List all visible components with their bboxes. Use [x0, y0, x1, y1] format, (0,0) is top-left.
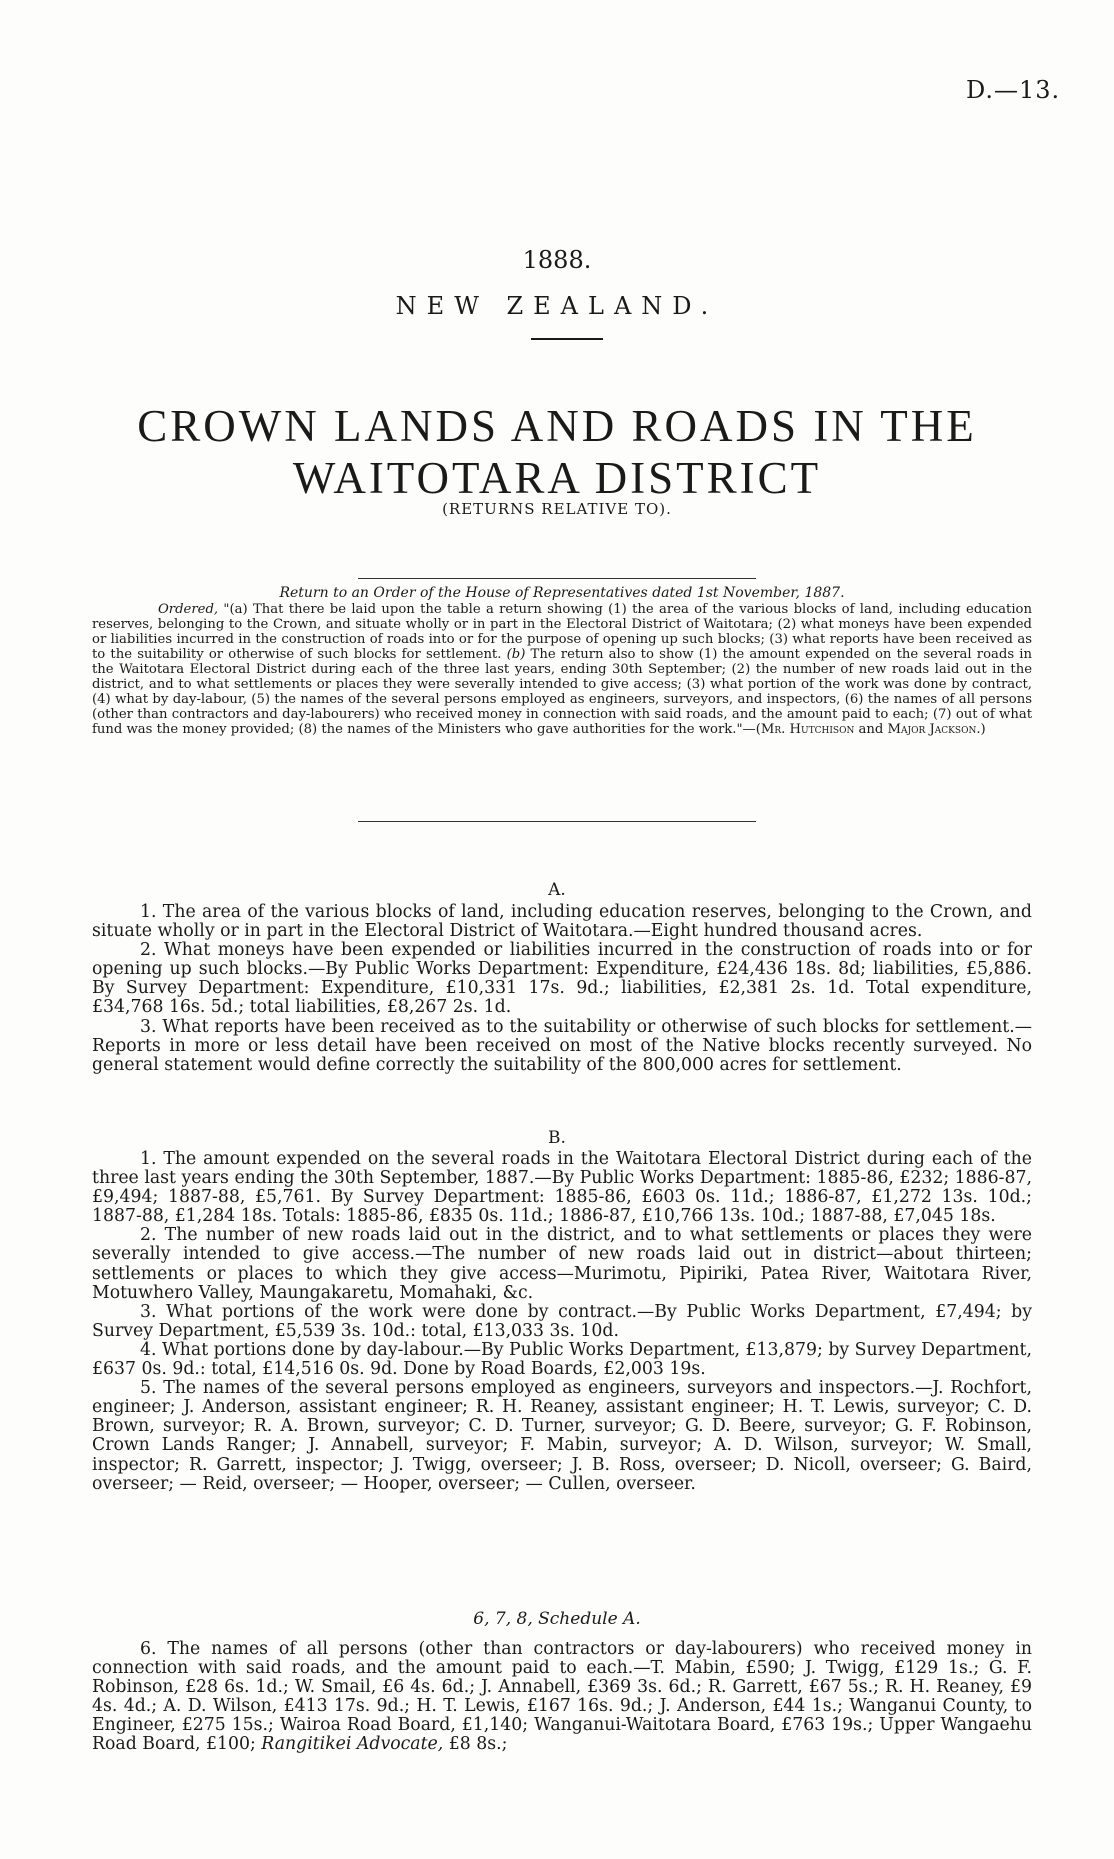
schedule-body [92, 1640, 1032, 1755]
section-a-heading: A. [548, 880, 566, 900]
schedule-heading: 6, 7, 8, Schedule A. [473, 1609, 641, 1629]
document-year: 1888. [522, 246, 592, 274]
schedule-italic-text: Rangitikei Advocate, [261, 1734, 444, 1755]
section-a-paragraph: 3. What reports have been received as to the suitability or otherwise of such blocks for settlement.—Reports in more or less detail have been received on most of the Native blocks recently surveyed. No general statement would define correctly the suitability of the 800,000 acres for settlement. [92, 1016, 1032, 1075]
schedule-text-end: £8 8s.; [443, 1734, 508, 1755]
title-line-2: WAITOTARA DISTRICT [292, 453, 822, 503]
order-block [92, 586, 1032, 737]
mover-1: Mr. Hutchison [760, 722, 855, 737]
order-heading: Return to an Order of the House of Representatives dated 1st November, 1887. [279, 585, 845, 601]
section-b-paragraph: 1. The amount expended on the several roads in the Waitotara Electoral District during each of the three last years ending the 30th September, 1887.—By Public Works Department: 1885-86, £232; 1886-87, £9,494; 1887-88, £5,761. By Survey Department: 1885-86, £603 0s. 11d.; 1886-87, £1,272 13s. 10d.; 1887-88, £1,284 18s. Totals: 1885-86, £835 0s. 11d.; 1886-87, £10,766 13s. 10d.; 1887-88, £7,045 18s. [92, 1149, 1032, 1227]
short-rule [531, 338, 603, 340]
order-closing: .) [976, 722, 986, 737]
title-line-1: CROWN LANDS AND ROADS IN THE [137, 401, 977, 451]
page-subtitle: (RETURNS RELATIVE TO). [442, 500, 672, 518]
top-divider [358, 578, 756, 579]
order-text-part1: "(a) That there be laid upon the table a return showing (1) the area of the various blocks of land, including education reserves, belonging to the Crown, and situate wholly or in part in the Electoral District of Waitotara; (2) what moneys have been expended or liabilities incurred in the construction of roads into or for the purpose of opening up such blocks; (3) what reports have been received as to the suitability or otherwise of such blocks for settlement. [92, 602, 1032, 662]
country-heading: NEW ZEALAND. [395, 292, 719, 320]
section-a-paragraph: 2. What moneys have been expended or liabilities incurred in the construction of roads into or for opening up such blocks.—By Public Works Department: Expenditure, £24,436 18s. 8d; liabilities, £5,886. By Survey Department: Expenditure, £10,331 17s. 9d.; liabilities, £2,381 2s. 1d. Total expenditure, £34,768 16s. 5d.; total liabilities, £8,267 2s. 1d. [92, 940, 1032, 1018]
section-b-paragraph: 3. What portions of the work were done by contract.—By Public Works Department, £7,494; by Survey Department, £5,539 3s. 10d.: total, £13,033 3s. 10d. [92, 1301, 1032, 1341]
ordered-word: Ordered, [158, 602, 219, 617]
b-marker: (b) [506, 647, 526, 662]
page-title [0, 400, 1114, 504]
section-a-paragraph: 1. The area of the various blocks of land, including education reserves, belonging to the Crown, and situate wholly or in part in the Electoral District of Waitotara.—Eight hundred thousand acres. [92, 902, 1032, 942]
bottom-divider [358, 821, 756, 822]
section-b-heading: B. [548, 1128, 566, 1148]
section-b-paragraph: 5. The names of the several persons employed as engineers, surveyors and inspectors.—J. Rochfort, engineer; J. Anderson, assistant engineer; R. H. Reaney, assistant engineer; H. T. Lewis, surveyor; C. D. Brown, surveyor; R. A. Brown, surveyor; C. D. Turner, surveyor; G. D. Beere, surveyor; G. F. Robinson, Crown Lands Ranger; J. Annabell, surveyor; F. Mabin, surveyor; A. D. Wilson, surveyor; W. Small, inspector; R. Garrett, inspector; J. Twigg, overseer; J. B. Ross, overseer; D. Nicoll, overseer; G. Baird, overseer; — Reid, overseer; — Hooper, overseer; — Cullen, overseer. [92, 1378, 1032, 1494]
order-text-part2: The return also to show (1) the amount expended on the several roads in the Waitotara Electoral District during each of the three last years, ending 30th September; (2) the number of new roads laid out in the district, and to what settlements or places they were severally intended to give access; (3) what portion of the work was done by contract, (4) what by day-labour, (5) the names of the several persons employed as engineers, surveyors, and inspectors, (6) the names of all persons (other than contractors and day-labourers) who received money in connection with said roads, and the amount paid to each; (7) out of what fund was the money provided; (8) the names of the Ministers who gave authorities for the work."—( [92, 647, 1032, 737]
mover-2: Major Jackson [887, 722, 977, 737]
order-text [92, 602, 1032, 737]
page-reference: D.—13. [966, 76, 1061, 104]
section-b-paragraph: 2. The number of new roads laid out in the district, and to what settlements or places they were severally intended to give access.—The number of new roads laid out in district—about thirteen; settlements or places to which they give access—Murimotu, Pipiriki, Patea River, Waitotara River, Motuwhero Valley, Maungakaretu, Momahaki, &c. [92, 1225, 1032, 1303]
schedule-paragraph [92, 1640, 1032, 1755]
and-word: and [854, 722, 888, 737]
section-b-body [92, 1150, 1032, 1494]
schedule-text: 6. The names of all persons (other than contractors or day-labourers) who received money in connection with said roads, and the amount paid to each.—T. Mabin, £590; J. Twigg, £129 1s.; G. F. Robinson, £28 6s. 1d.; W. Smail, £6 4s. 6d.; J. Annabell, £369 3s. 6d.; R. Garrett, £67 5s.; R. H. Reaney, £9 4s. 4d.; A. D. Wilson, £413 17s. 9d.; H. T. Lewis, £167 16s. 9d.; J. Anderson, £44 1s.; Wanganui County, to Engineer, £275 15s.; Wairoa Road Board, £1,140; Wanganui-Waitotara Board, £763 19s.; Upper Wangaehu Road Board, £100; [92, 1639, 1032, 1755]
section-a-body [92, 903, 1032, 1075]
section-b-paragraph: 4. What portions done by day-labour.—By Public Works Department, £13,879; by Survey Department, £637 0s. 9d.: total, £14,516 0s. 9d. Done by Road Boards, £2,003 19s. [92, 1339, 1032, 1380]
